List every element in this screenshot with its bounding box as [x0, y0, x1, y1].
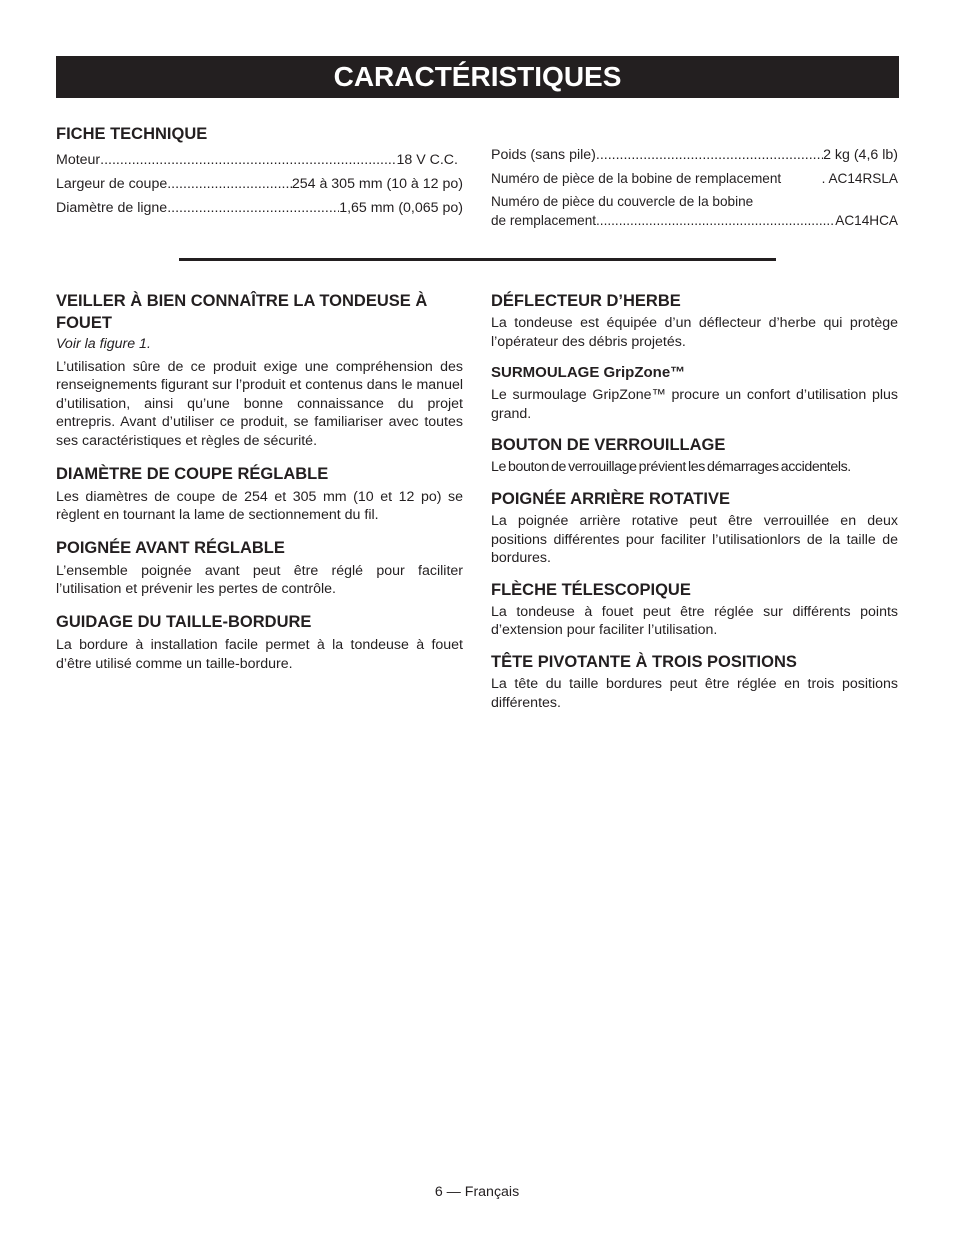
section-title: FLÈCHE TÉLESCOPIQUE: [491, 580, 691, 599]
figure-reference: Voir la figure 1.: [56, 336, 151, 352]
leader-dots: [596, 143, 823, 167]
section-title: POIGNÉE ARRIÈRE ROTATIVE: [491, 489, 730, 508]
spec-value: AC14HCA: [835, 213, 898, 228]
section-grass-deflector: [491, 290, 898, 351]
section-title: DÉFLECTEUR D’HERBE: [491, 292, 681, 310]
section-text: La tondeuse à fouet peut être réglée sur différents points d’extension pour faciliter l’utilisation.: [491, 603, 898, 639]
spec-label: Numéro de pièce de la bobine de remplacement: [491, 171, 782, 186]
section-cutting-diameter: [56, 463, 463, 525]
spec-row-line-diameter: [56, 196, 463, 220]
spec-sheet-right: [491, 143, 898, 230]
leader-dots: [167, 172, 292, 196]
section-gripzone: [491, 362, 898, 423]
right-column: [491, 290, 898, 712]
section-title: DIAMÈTRE DE COUPE RÉGLABLE: [56, 464, 329, 483]
section-front-handle: [56, 537, 463, 599]
spec-label: Numéro de pièce du couvercle de la bobine: [491, 194, 754, 209]
section-divider: [179, 258, 776, 261]
spec-row-weight: [491, 143, 898, 167]
section-title: BOUTON DE VERROUILLAGE: [491, 436, 726, 455]
spec-value: 254 à 305 mm (10 à 12 po): [291, 176, 463, 192]
section-text: La tête du taille bordures peut être réglée en trois positions différentes.: [491, 675, 898, 711]
section-title: GUIDAGE DU TAILLE-BORDURE: [56, 612, 312, 631]
spec-label: Moteur: [56, 152, 101, 168]
section-title: POIGNÉE AVANT RÉGLABLE: [56, 538, 285, 557]
leader-dots: [100, 148, 396, 172]
section-text: La bordure à installation facile permet à la tondeuse à fouet d’être utilisé comme un taille-bordure.: [56, 636, 463, 672]
spec-row-cut-width: [56, 172, 463, 196]
spec-value: . AC14RSLA: [821, 171, 898, 186]
spec-row-motor: [56, 148, 463, 172]
spec-value: 1,65 mm (0,065 po): [339, 200, 463, 216]
spec-row-spool-part: [491, 167, 898, 190]
spec-row-cover-part-line1: [491, 192, 898, 212]
section-pivot-head: [491, 651, 898, 712]
section-text: L’ensemble poignée avant peut être réglé pour faciliter l’utilisation et prévenir les pertes de contrôle.: [56, 562, 463, 598]
spec-label: Largeur de coupe: [56, 176, 168, 192]
section-telescopic-shaft: [491, 579, 898, 640]
spec-value: 18 V C.C.: [396, 152, 458, 168]
section-rear-handle: [491, 488, 898, 568]
leader-dots: [167, 196, 339, 220]
section-text: Le bouton de verrouillage prévient les démarrages accidentels.: [491, 459, 851, 476]
section-title: TÊTE PIVOTANTE À TROIS POSITIONS: [491, 652, 797, 671]
section-title: SURMOULAGE GripZone™: [491, 364, 686, 382]
section-text: Les diamètres de coupe de 254 et 305 mm (10 et 12 po) se règlent en tournant la lame de sectionnement du fil.: [56, 488, 463, 524]
spec-sheet-title: FICHE TECHNIQUE: [56, 125, 208, 143]
section-text: Le surmoulage GripZone™ procure un confort d’utilisation plus grand.: [491, 387, 898, 422]
left-column: [56, 290, 463, 673]
leader-dots: [596, 212, 835, 230]
section-text: L’utilisation sûre de ce produit exige une compréhension des renseignements figurant sur l’produit et contenus dans le manuel d’utilisation, ainsi qu’une bonne connaissance du projet entrepris. Avant d’utiliser ce produit, se familiariser avec toutes ses caractéristiques et règles de sécurité.: [56, 358, 463, 449]
spec-sheet-left: [56, 123, 463, 220]
page-title: CARACTÉRISTIQUES: [56, 56, 899, 98]
section-edger-guide: [56, 611, 463, 673]
spec-row-cover-part: [491, 212, 898, 230]
section-lock-button: [491, 434, 898, 477]
section-text: La poignée arrière rotative peut être verrouillée en deux positions différentes pour faciliter l’utilisationlors de la taille de bordures.: [491, 512, 898, 567]
section-know-trimmer: [56, 290, 463, 451]
page-number: 6 — Français: [434, 1184, 520, 1200]
spec-value: 2 kg (4,6 lb): [823, 147, 898, 163]
spec-label: de remplacement: [491, 213, 597, 228]
section-title: VEILLER À BIEN CONNAÎTRE LA TONDEUSE À FOUET: [56, 292, 428, 332]
section-text: La tondeuse est équipée d’un déflecteur d’herbe qui protège l’opérateur des débris projetés.: [491, 315, 898, 350]
spec-label: Diamètre de ligne: [56, 200, 168, 216]
spec-label: Poids (sans pile): [491, 147, 596, 163]
